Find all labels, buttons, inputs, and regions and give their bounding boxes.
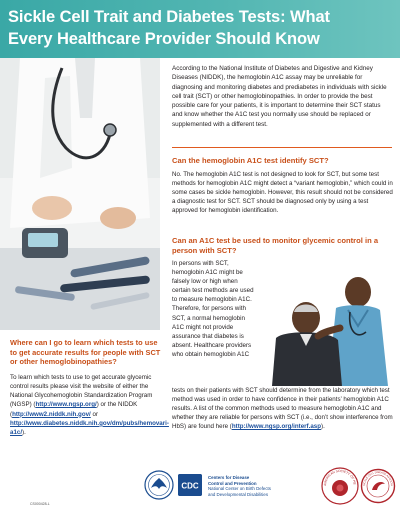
sidebar-callout	[10, 338, 169, 437]
cdc-line-1: Centers for Disease	[208, 475, 250, 480]
section2-body-text: tests on their patients with SCT should determine from the laboratory which test method was used in order to have confidence in their patients’ hemoglobin A1C results. A list of the common methods used to measure hemoglobin A1C and whether they are reliable for persons with SCT (i.e., don’t show interference from HbS) are found here (	[172, 387, 393, 431]
niddk-hemovari-link[interactable]: http://www.diabetes.niddk.nih.gov/dm/pubs/hemovari-a1c/	[10, 419, 169, 436]
section-divider	[172, 147, 392, 148]
page-title	[8, 6, 396, 50]
title-banner	[0, 0, 400, 58]
title-line-1: Sickle Cell Trait and Diabetes Tests: What	[8, 8, 330, 26]
cdc-logo-icon	[178, 474, 202, 496]
title-line-2: Every Healthcare Provider Should Know	[8, 30, 320, 48]
sidebar-body-mid2: or	[90, 410, 99, 418]
cdc-line-2: Control and Prevention	[208, 480, 257, 486]
ngsp-interference-link[interactable]: http://www.ngsp.org/interf.asp	[231, 423, 322, 431]
cdc-badge-text: CDC	[181, 481, 199, 491]
cdc-agency-name	[208, 475, 308, 497]
cdc-line-4: and Developmental Disabilities	[208, 491, 269, 497]
intro-paragraph: According to the National Institute of Diabetes and Digestive and Kidney Diseases (NIDDK), the hemoglobin A1C assay may be unreliable for diagnosing and monitoring diabetes and prediabetes in individuals with sickle cell trait (SCT) or other hemoglobinopathies. In order to provide the best possible care for your patients, it is important to determine their SCT status and know whether the A1C test you normally use should be replaced or supplemented with a different test.	[172, 65, 387, 128]
sidebar-body-mid1: ) or the NIDDK (	[10, 401, 138, 418]
hematology-society-seal-icon	[320, 466, 360, 506]
document-code: CS000428-L	[30, 502, 50, 506]
sidebar-body	[10, 373, 169, 437]
section1-heading: Can the hemoglobin A1C test identify SCT?	[172, 156, 329, 165]
doctor-glucose-meter-photo	[0, 58, 160, 330]
ngsp-link[interactable]: http://www.ngsp.org/	[35, 401, 97, 409]
sickle-cell-association-seal-icon	[360, 468, 396, 504]
section2-body-part1: In persons with SCT, hemoglobin A1C might be falsely low or high when certain test methods are used to measure hemoglobin A1C. Therefore, for persons with SCT, a normal hemoglobin A1C might not provide assurance that diabetes is absent. Healthcare providers who obtain hemoglobin A1C	[172, 260, 254, 358]
nurse-with-patient-photo	[256, 270, 400, 386]
hhs-seal-icon	[144, 470, 174, 500]
niddk-link[interactable]: http://www2.niddk.nih.gov/	[12, 410, 91, 418]
cdc-line-3: National Center on Birth Defects	[208, 486, 271, 492]
section2-body-part2	[172, 386, 396, 431]
sidebar-body-start: To learn which tests to use to get accurate glycemic control results please visit the website of either the National Glycohemoglobin Standardization Program (NGSP) (	[10, 373, 153, 409]
section1-body: No. The hemoglobin A1C test is not designed to look for SCT, but some test methods for hemoglobin A1C might detect a “variant hemoglobin,” which could in some cases be sickle hemoglobin. However, this result should not be considered a diagnostic test for SCT. SCT should be diagnosed only by using a test approved for hemoglobin identification.	[172, 171, 393, 215]
sidebar-heading: Where can I go to learn which tests to use to get accurate results for people with SCT or other hemoglobinopathies?	[10, 338, 161, 367]
ash-seal-label: AMERICAN SOCIETY OF HE	[322, 468, 357, 487]
scda-seal-label: SICKLE CELL DISEASE ASSOCIA	[362, 470, 394, 487]
section2-body-end: ).	[321, 423, 325, 431]
sidebar-body-end: ).	[22, 429, 26, 436]
section2-heading: Can an A1C test be used to monitor glycemic control in a person with SCT?	[172, 236, 379, 255]
